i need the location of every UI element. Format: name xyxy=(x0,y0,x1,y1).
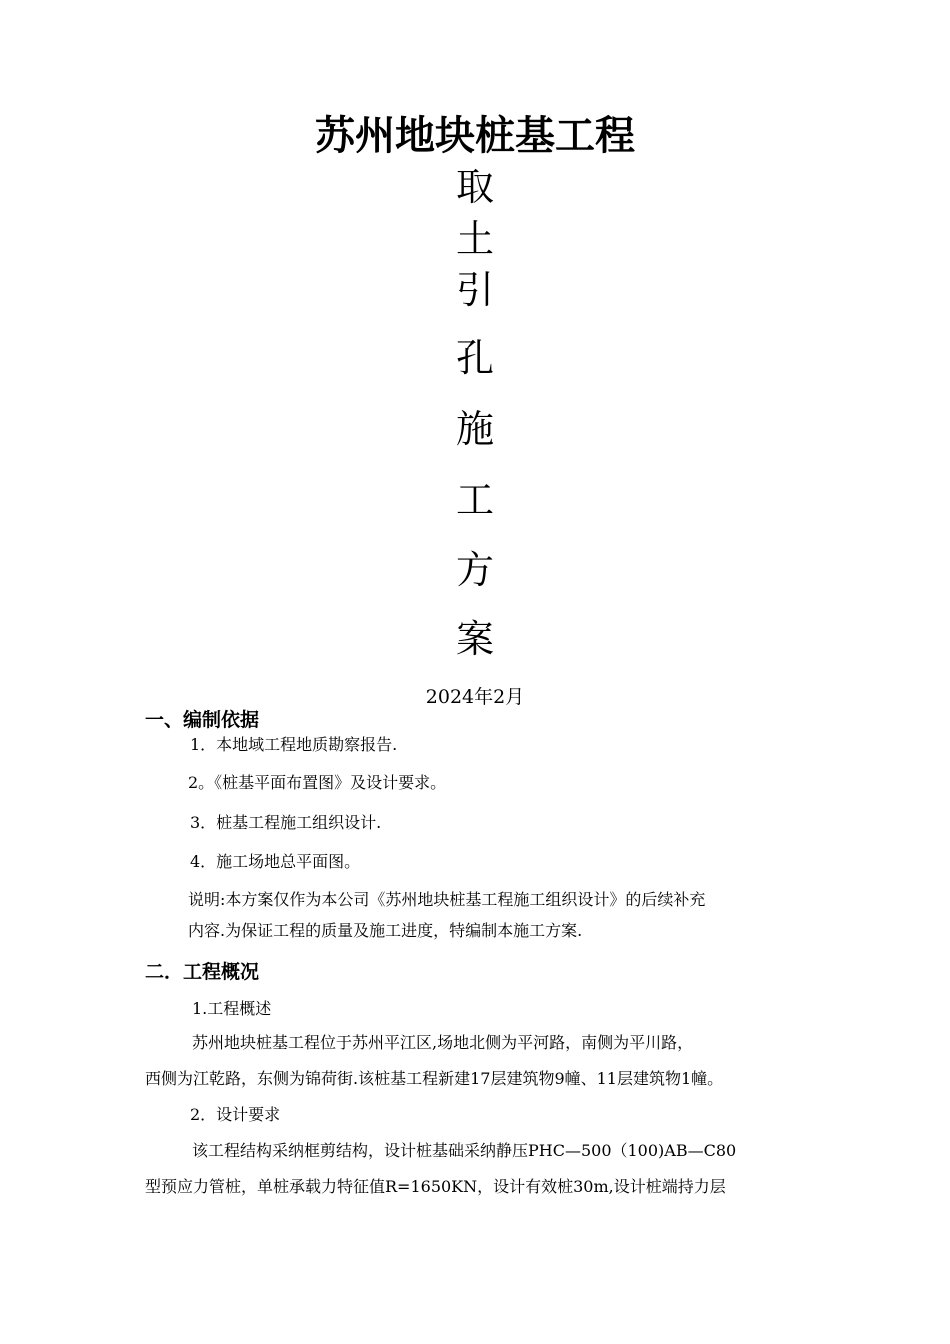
subtitle-char: 土 xyxy=(455,217,494,261)
subtitle-char: 工 xyxy=(455,478,494,522)
basis-item: 3．桩基工程施工组织设计. xyxy=(190,813,382,832)
overview-paragraph-line: 西侧为江乾路，东侧为锦荷街.该桩基工程新建17层建筑物9幢、11层建筑物1幢。 xyxy=(145,1069,724,1088)
document-title: 苏州地块桩基工程 xyxy=(315,113,635,159)
subtitle-char: 取 xyxy=(455,165,494,209)
subsection-heading: 2．设计要求 xyxy=(190,1105,281,1124)
subtitle-char: 施 xyxy=(455,407,494,451)
basis-item: 2。《桩基平面布置图》及设计要求。 xyxy=(188,773,447,792)
section-heading-overview: 二．工程概况 xyxy=(145,961,260,983)
subtitle-char: 孔 xyxy=(455,336,494,380)
basis-note-line: 内容.为保证工程的质量及施工进度，特编制本施工方案. xyxy=(188,921,583,940)
subtitle-char: 案 xyxy=(455,617,494,661)
design-paragraph-line: 该工程结构采纳框剪结构，设计桩基础采纳静压PHC—500（100)AB—C80 xyxy=(192,1141,737,1160)
overview-paragraph-line: 苏州地块桩基工程位于苏州平江区,场地北侧为平河路，南侧为平川路， xyxy=(192,1033,694,1052)
basis-item: 4．施工场地总平面图。 xyxy=(190,852,361,871)
subsection-heading: 1.工程概述 xyxy=(192,999,272,1018)
basis-item: 1．本地域工程地质勘察报告. xyxy=(190,735,398,754)
subtitle-char: 引 xyxy=(455,268,494,312)
section-heading-basis: 一、编制依据 xyxy=(145,709,260,731)
subtitle-char: 方 xyxy=(455,548,494,592)
basis-note-line: 说明:本方案仅作为本公司《苏州地块桩基工程施工组织设计》的后续补充 xyxy=(188,890,706,909)
design-paragraph-line: 型预应力管桩，单桩承载力特征值R=1650KN，设计有效桩30m,设计桩端持力层 xyxy=(145,1177,726,1196)
document-date: 2024年2月 xyxy=(425,686,525,708)
